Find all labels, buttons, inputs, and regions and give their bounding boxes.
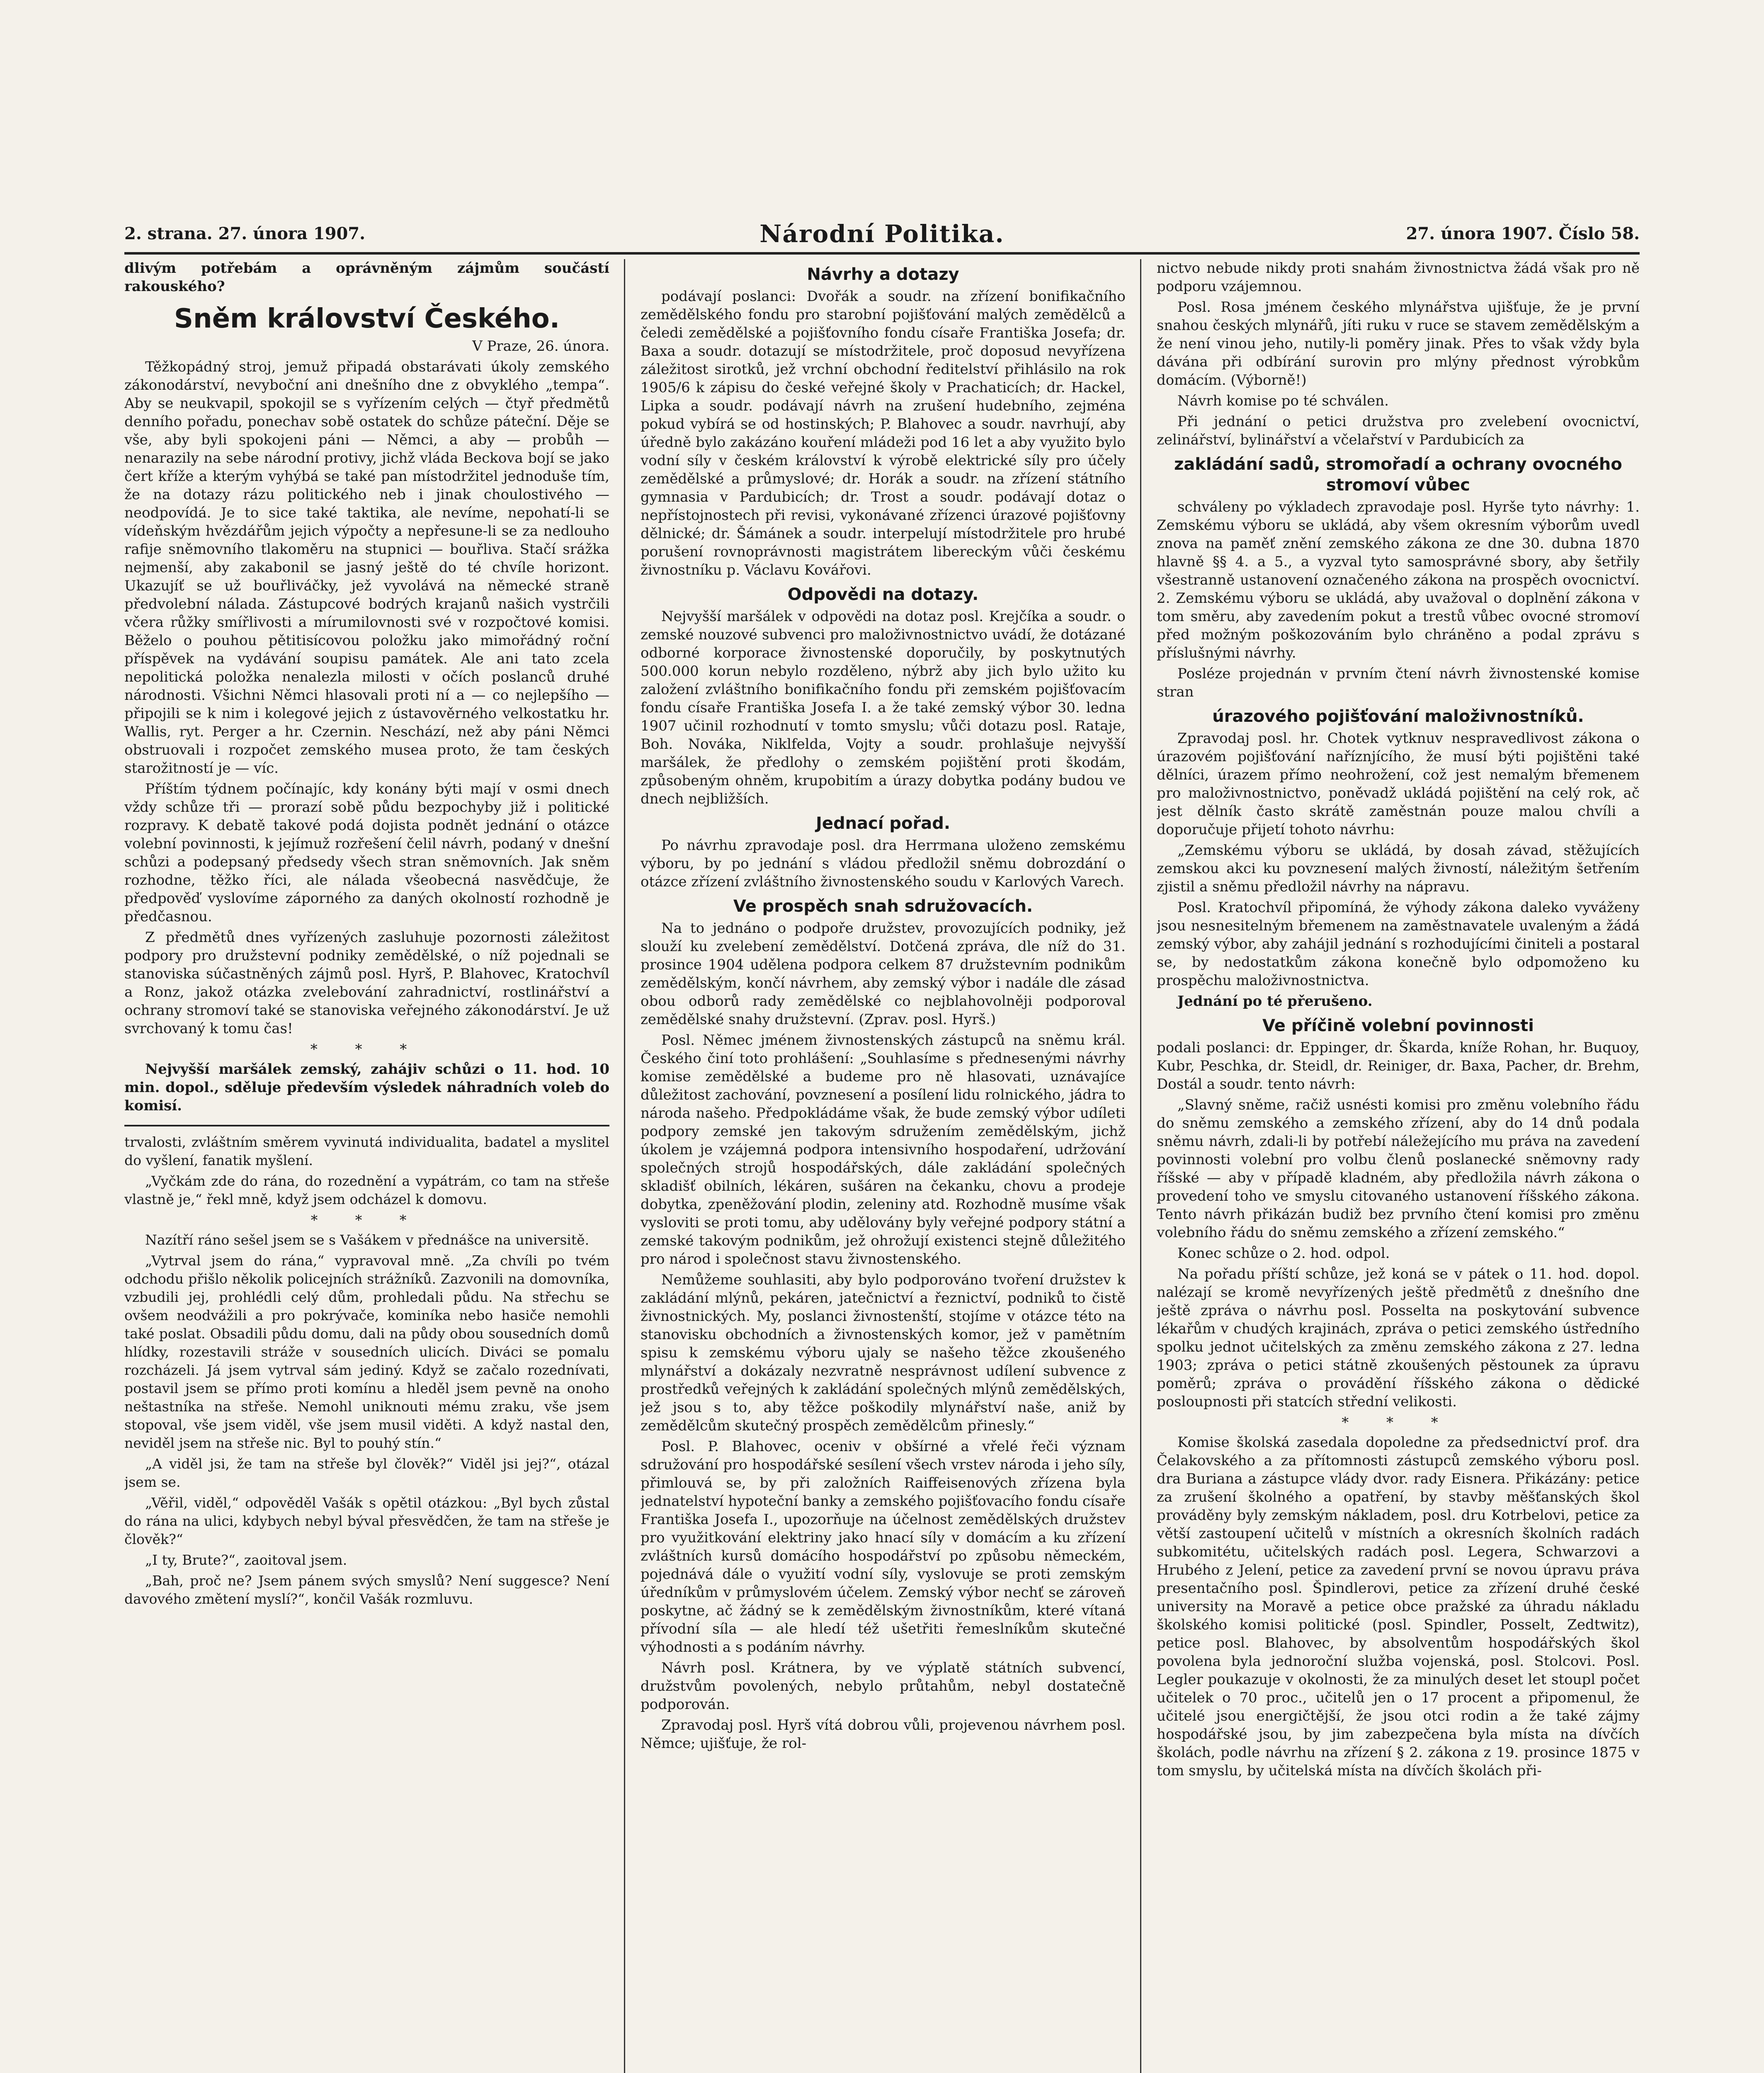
- section-heading: zakládání sadů, stromořadí a ochrany ovocného stromoví vůbec: [1174, 455, 1622, 495]
- paragraph: Posléze projednán v prvním čtení návrh živnostenské komise stran: [1157, 665, 1640, 700]
- column-2: [641, 259, 1126, 2073]
- paragraph: schváleny po výkladech zpravodaje posl. Hyrše tyto návrhy: 1. Zemskému výboru se ukládá, aby všem okresním výborům uvedl znova na paměť znění zemského zákona ze dne 30. dubna 1870 hlavně §§ 4. a 5., a vyzval tyto samosprávné sbory, aby šetřily všestranně ustanovení označeného zákona na prospěch ovocnictví. 2. Zemskému výboru se ukládá, aby uvažoval o doplnění zákona v tom směru, aby zavedením pokut a trestů vůbec ovocné stromoví před možným poškozováním bylo chráněno a podal zprávu s příslušnými návrhy.: [1157, 499, 1640, 661]
- feuilleton-paragraph: „A viděl jsi, že tam na střeše byl člověk?“ Viděl jsi jej?“, otázal jsem se.: [124, 1456, 609, 1490]
- paragraph: podali poslanci: dr. Eppinger, dr. Škarda, kníže Rohan, hr. Buquoy, Kubr, Peschka, dr. Steidl, dr. Reiniger, dr. Baxa, Pacher, dr. Brehm, Dostál a soudr. tento návrh:: [1157, 1039, 1640, 1092]
- section-heading: úrazového pojišťování maloživnostníků.: [1212, 707, 1584, 726]
- paragraph: Návrh posl. Krátnera, by ve výplatě státních subvencí, družstvům povolených, nebylo průtahům, nebyl dostatečně podporován.: [641, 1660, 1126, 1713]
- paragraph: Příštím týdnem počínajíc, kdy konány býti mají v osmi dnech vždy schůze tři — prorazí sobě půdu bezpochyby již i politické rozpravy. K debatě takové podá dojista podnět jednání o otázce volební povinnosti, k jejímuž rozřešení čelil návrh, podaný v dnešní schůzi a podepsaný předsedy všech stran sněmovních. Jak sněm rozhodne, těžko říci, ale nálada všeobecná nasvědčuje, že předpověď vyslovíme záporného za daných okolností rozhodně je předčasnou.: [124, 781, 609, 925]
- feuilleton-paragraph: „I ty, Brute?“, zaoitoval jsem.: [145, 1552, 347, 1568]
- section-heading: Ve prospěch snah sdružovacích.: [733, 897, 1033, 916]
- article-heading: Sněm království Českého.: [174, 303, 560, 334]
- paragraph: nictvo nebude nikdy proti snahám živnostnictva žádá však pro ně podporu vzájemnou.: [1157, 260, 1640, 295]
- paragraph: Těžkopádný stroj, jemuž připadá obstarávati úkoly zemského zákonodárství, nevyboční ani dnešního dne z obvyklého „tempa“. Aby se neukvapil, spokojil se s vyřízením celých — čtyř předmětů denního pořadu, ponechav sobě ostatek do schůze páteční. Děje se vše, aby byli spokojeni páni — Němci, a aby — probůh — nenarazily na sebe národní protivy, jichž vláda Beckova bojí se jako čert kříže a kterým vyhýbá se také pan místodržitel jednoduše tím, že na dotazy rázu politického neb i jinak choulostivého — neodpovídá. Je to sice také taktika, ale nevíme, nepohatí-li se vídeňským hvězdářům jejich výpočty a nepřesune-li se za nedlouho rafije sněmovního tlakoměru na stupnici — bouřliva. Stačí srážka nejmenší, aby zakabonil se jasný ještě do té chvíle horizont. Ukazujíť se už bouřliváčky, jež vyvolává na německé straně předvolební nálada. Zástupcové bodrých krajanů našich vystrčili včera růžky smířlivosti a mírumilovnosti své v rozpočtové komisi. Běželo o pouhou pětitisícovou položku jako mimořádný roční příspěvek na vydávání soupisu památek. Ale ani tato zcela nepolitická položka nenalezla milosti v očích poslanců druhé národnosti. Všichni Němci hlasovali proti ní a — co nejlepšího — připojili se k nim i kolegové jejich z ústavověrného velkostatku hr. Wallis, ryt. Perger a hr. Czernin. Neschází, než aby páni Němci obstruovali i rozpočet zemského musea proto, že tam českých starožitností je — víc.: [124, 359, 609, 777]
- feuilleton-paragraph: trvalosti, zvláštním směrem vyvinutá individualita, badatel a myslitel do vyšlení, fanatik myšlení.: [124, 1134, 609, 1168]
- paragraph: Posl. P. Blahovec, oceniv v obšírné a vřelé řeči význam sdružování pro hospodářské sesílení všech vrstev národa i jeho síly, přimlouvá se, by při založních Raiffeisenových zřízena byla jednatelství hypoteční banky a zemského pojišťovacího fondu císaře Františka Josefa I., upozorňuje na účelnost zemědělských družstev pro využitkování elektriny jako hnací síly v domácím a ku zřízení zvláštních kursů domácího hospodářství po způsobu německém, pojednává dále o využití vodní síly, vyslovuje se proti zemským úředníkům v průmyslovém účelem. Zemský výbor nechť se zároveň poskytne, ač žádný se k zemědělským živnostníkům, které vítaná přívodní síla — ale hledí též ušetřiti řemeslníkům skutečné výhodnosti a s podáním návrhy.: [641, 1438, 1126, 1655]
- masthead-title: Národní Politika.: [759, 220, 1005, 248]
- section-heading: Návrhy a dotazy: [807, 265, 959, 284]
- paragraph: „Zemskému výboru se ukládá, by dosah závad, stěžujících zemskou akci ku povznesení malých živností, náležitým šetřením zjistil a sněmu předložil návrhy na nápravu.: [1157, 842, 1640, 895]
- section-heading: Jednací pořad.: [815, 814, 951, 833]
- paragraph: „Slavný sněme, račiž usnésti komisi pro změnu volebního řádu do sněmu zemského a zemského zřízení, aby do 14 dnů podala sněmu návrh, zdali-li by potřebí náležejícího mu práva na zavedení povinnosti volební pro volbu členů poslanecké sněmovny rady říšské — aby v případě kladném, aby předložila návrh zákona o provedení toho ve smyslu citovaného ustanovení říšského zákona. Tento návrh přikázán budiž bez prvního čtení komisi pro změnu volebního řádu do sněmu zemského a zřízení zemského.“: [1157, 1097, 1640, 1241]
- column-divider: [1140, 259, 1141, 2073]
- section-heading: Ve příčině volební povinnosti: [1262, 1016, 1534, 1035]
- dateline: V Praze, 26. února.: [472, 338, 609, 354]
- masthead-page-date: 2. strana. 27. února 1907.: [124, 224, 366, 243]
- feuilleton-paragraph: „Vytrval jsem do rána,“ vypravoval mně. „Za chvíli po tvém odchodu přišlo několik policejních strážníků. Zazvonili na domovníka, vzbudili jej, prohlédli celý dům, prohledali půdu. Na střechu se ovšem neodvážili a pro pokrývače, kominíka nebo hasiče nemohli také poslat. Obsadili půdu domu, dali na půdy obou sousedních domů hlídky, rozestavili stráže v sousedních ulicích. Diváci se pomalu rozcházeli. Já jsem vytrval sám jediný. Když se začalo rozednívati, postavil jsem se přímo proti komínu a hleděl jsem pevně na onoho neštastníka na střeše. Nemohl uniknouti mému zraku, vše jsem stopoval, vše jsem viděl, vše jsem musil viděti. A když nastal den, neviděl jsem na střeše nic. Byl to pouhý stín.“: [124, 1253, 609, 1451]
- paragraph: Zpravodaj posl. Hyrš vítá dobrou vůli, projevenou návrhem posl. Němce; ujišťuje, že rol-: [641, 1717, 1126, 1752]
- paragraph: Po návrhu zpravodaje posl. dra Herrmana uloženo zemskému výboru, by po jednání s vládou předložil sněmu dobrozdání o otázce zřízení zvláštního živnostenského soudu v Karlových Varech.: [641, 837, 1126, 890]
- feuilleton-paragraph: „Vyčkám zde do rána, do rozednění a vypátrám, co tam na střeše vlastně je,“ řekl mně, když jsem odcházel k domovu.: [124, 1173, 609, 1207]
- separator-dots: * * *: [310, 1041, 424, 1058]
- paragraph: Konec schůze o 2. hod. odpol.: [1177, 1245, 1390, 1262]
- paragraph: podávají poslanci: Dvořák a soudr. na zřízení bonifikačního zemědělského fondu pro starobní pojišťování malých zemědělců a čeledi zemědělské a pojišťovního fondu císaře Františka Josefa; dr. Baxa a soudr. dotazují se místodržitele, proč doposud nevyřízena záležitost sirotků, jež vrchní obchodní ředitelství přihlásilo na rok 1905/6 k zápisu do české veřejné školy v Prachaticích; dr. Hackel, Lipka a soudr. podávají návrh na zrušení hudebního, zejména pokud vybírá se od hostinských; P. Blahovec a soudr. navrhují, aby úředně bylo zakázáno kouření mládeži pod 16 let a aby využito bylo vodní síly v českém království k výrobě elektrické síly pro účely zemědělské a průmyslové; dr. Horák a soudr. na zřízení státního gymnasia v Pardubicích; dr. Trost a soudr. podávají dotaz o nepřístojnostech při revisi, vykonávané zřízenci úrazové pojišťovny dělnické; dr. Šámánek a soudr. interpelují místodržitele pro hrubé porušení rovnoprávnosti magistrátem libereckým vůči českému živnostníku p. Václavu Kovářovi.: [641, 288, 1126, 578]
- paragraph: Posl. Němec jménem živnostenských zástupců na sněmu král. Českého činí toto prohlášení: „Souhlasíme s přednesenými návrhy komise zemědělské a budeme pro ně hlasovati, uznávajíce důležitost zachování, povznesení a posílení lidu rolnického, jádra to národa našeho. Předpokládáme však, že bude zemský výbor udíleti podpory zemské jen takovým sdružením zemědělským, jichž úkolem je vzájemná podpora intensivního hospodaření, udržování společných strojů hospodářských, dále zakládání společných skladišť obilních, lékáren, sušáren na čekanku, chovu a prodeje dobytka, zpeněžování plodin, zeleniny atd. Rozhodně musíme však vysloviti se proti tomu, aby udělovány byly veřejné podpory státní a zemské takovým podnikům, jež ohrožují existenci stejně důležitého pro národ i společnost stavu živnostenského.: [641, 1032, 1126, 1267]
- feuilleton-paragraph: „Bah, proč ne? Jsem pánem svých smyslů? Není suggesce? Není davového změtení myslí?“, končil Vašák rozmluvu.: [124, 1573, 609, 1607]
- paragraph: Návrh komise po té schválen.: [1177, 393, 1389, 409]
- paragraph: Nejvyšší maršálek zemský, zahájiv schůzi o 11. hod. 10 min. dopol., sděluje především výsledek náhradních voleb do komisí.: [124, 1061, 609, 1114]
- feuilleton: [124, 1133, 609, 1608]
- feuilleton-paragraph: Nazítří ráno sešel jsem se s Vašákem v přednášce na universitě.: [145, 1232, 590, 1248]
- masthead-rule: [124, 252, 1640, 255]
- column-1: [124, 259, 609, 2073]
- paragraph: Nemůžeme souhlasiti, aby bylo podporováno tvoření družstev k zakládání mlýnů, pekáren, jatečnictví a řeznictví, podniků to čistě živnostnických. My, poslanci živnostenští, stojíme v otázce této na stanovisku obchodních a živnostenských komor, jež v pamětním spisu k zemskému výboru ujaly se našeho těžce zkoušeného mlynářství a dokázaly nezvratně nesprávnost udílení subvence z prostředků veřejných k zakládání společných mlýnů zemědělských, jež jsou s to, aby těžce poškodily mlynářství naše, aniž by zemědělcům skutečný prospěch zemědělcům přinesly.“: [641, 1272, 1126, 1434]
- paragraph: Posl. Rosa jménem českého mlynářstva ujišťuje, že je první snahou českých mlynářů, jíti ruku v ruce se stavem zemědělským a že není vinou jeho, nutily-li poměry jinak. Přes to však vždy byla dávána při odbírání surovin pro mlýny přednost výrobkům domácím. (Výborně!): [1157, 299, 1640, 388]
- intro-text: dlivým potřebám a oprávněným zájmům součástí rakouského?: [124, 260, 609, 295]
- feuilleton-rule: [124, 1125, 609, 1126]
- paragraph: Posl. Kratochvíl připomíná, že výhody zákona daleko vyváženy jsou nesnesitelným břemenem na zaměstnavatele uvaleným a žádá zemský výbor, aby zahájil jednání s rozhodujícími činiteli a postaral se, by nedostatkům zákona konečně bylo odpomoženo ku prospěchu maloživnostnictva.: [1157, 899, 1640, 989]
- paragraph: Z předmětů dnes vyřízených zasluhuje pozornosti záležitost podpory pro družstevní podniky zemědělské, o níž pojednali se stanoviska súčastněných zájmů posl. Hyrš, P. Blahovec, Kratochvíl a Ronz, jakož otázka zvelebování zahradnictví, rostlinářství a ochrany stromoví také se stanoviska veřejného zákonodárství. Je už svrchovaný k tomu čas!: [124, 929, 609, 1037]
- column-3: [1157, 259, 1640, 2073]
- paragraph: Na to jednáno o podpoře družstev, provozujících podniky, jež slouží ku zvelebení zemědělství. Dotčená zpráva, dle níž do 31. prosince 1904 udělena podpora celkem 87 družstevním podnikům zemědělským, končí návrhem, aby zemský výbor i nadále dle zásad obou odborů rady zemědělské co nejblahovolněji podporoval zemědělské snahy družstevní. (Zprav. posl. Hyrš.): [641, 920, 1126, 1028]
- column-divider: [624, 259, 625, 2073]
- separator-dots: * * *: [1342, 1414, 1455, 1431]
- paragraph: Zpravodaj posl. hr. Chotek vytknuv nespravedlivost zákona o úrazovém pojišťování naříznjícího, že musí býti pojištěni také dělníci, úrazem přímo neohrožení, což jest nemalým břemenem pro maloživnostnictvo, poněvadž ukládá pojištění na celý rok, ač jest dělník často skrátě zaměstnán pouze malou chvíli a doporučuje přijetí tohoto návrhu:: [1157, 730, 1640, 838]
- paragraph: Jednání po té přerušeno.: [1177, 993, 1373, 1010]
- paragraph: Při jednání o petici družstva pro zvelebení ovocnictví, zelinářství, bylinářství a včelařství v Pardubicích za: [1157, 413, 1640, 448]
- section-heading: Odpovědi na dotazy.: [787, 585, 979, 604]
- masthead-issue: 27. února 1907. Číslo 58.: [1406, 224, 1640, 243]
- feuilleton-paragraph: „Věřil, viděl,“ odpověděl Vašák s opětil otázkou: „Byl bych zůstal do rána na ulici, kdybych nebyl býval přesvědčen, že tam na střeše je člověk?“: [124, 1495, 609, 1547]
- newspaper-page: [124, 220, 1640, 2073]
- masthead: [124, 220, 1640, 249]
- paragraph: Nejvyšší maršálek v odpovědi na dotaz posl. Krejčíka a soudr. o zemské nouzové subvenci pro maloživnostnictvo uvádí, že dotázané odborné korporace živnostenské doporučily, by poskytnutých 500.000 korun nebylo rozděleno, nýbrž aby jich bylo užito ku založení zvláštního bonifikačního fondu při zemském pojišťovacím fondu císaře Františka Josefa I. a že také zemský výbor 30. ledna 1907 učinil rozhodnutí v tomto smyslu; vůči dotazu posl. Rataje, Boh. Nováka, Niklfelda, Vojty a soudr. prohlašuje nejvyšší maršálek, že předlohy o zemském pojištění proti škodám, způsobeným ohněm, krupobitím a úrazy dobytka podány budou ve dnech nejbližších.: [641, 608, 1126, 807]
- separator-dots: * * *: [311, 1212, 423, 1228]
- paragraph: Na pořadu příští schůze, jež koná se v pátek o 11. hod. dopol. nalézají se kromě nevyřízených ještě předmětů z dnešního dne ještě zpráva o návrhu posl. Posselta na poskytování subvence lékařům v chudých krajinách, zpráva o petici zemského ústředního spolku jednot učitelských za změnu zemského zákona z 27. ledna 1903; zpráva o petici státně zkoušených pěstounek za úpravu poměrů; zpráva o provádění říšského zákona o dědické posloupnosti při statcích střední velikosti.: [1157, 1266, 1640, 1410]
- paragraph: Komise školská zasedala dopoledne za předsednictví prof. dra Čelakovského a za přítomnosti zástupců zemského výboru posl. dra Buriana a zástupce vlády dvor. rady Eisnera. Přikázány: petice za zrušení školného a opatření, by stavby měšťanských škol prováděny byly zemským nákladem, posl. dru Kotrbelovi, petice za větší zastoupení učitelů v místních a okresních školních radách subkomitétu, učitelských radách posl. Legera, Schwarzovi a Hrubého z Jelení, petice za zavedení první se novou úpravu práva presentačního posl. Špindlerovi, petice za zřízení druhé české university na Moravě a petice obce pražské za úhradu nákladu školského komisi politické (posl. Spindler, Posselt, Zedtwitz), petice posl. Blahovec, by absolventům hospodářských škol povolena byla jednoroční služba vojenská, posl. Stolcovi. Posl. Legler poukazuje v okolnosti, že za minulých deset let stoupl počet učitelek o 70 proc., učitelů jen o 17 procent a připomenul, že učitelé jsou energičtější, že jsou otci rodin a že také zájmy hospodářské jsou, by jim zabezpečena byla místa na dívčích školách, podle návrhu na zřízení § 2. zákona z 19. prosince 1875 v tom smyslu, by učitelská místa na dívčích školách při-: [1157, 1434, 1640, 1779]
